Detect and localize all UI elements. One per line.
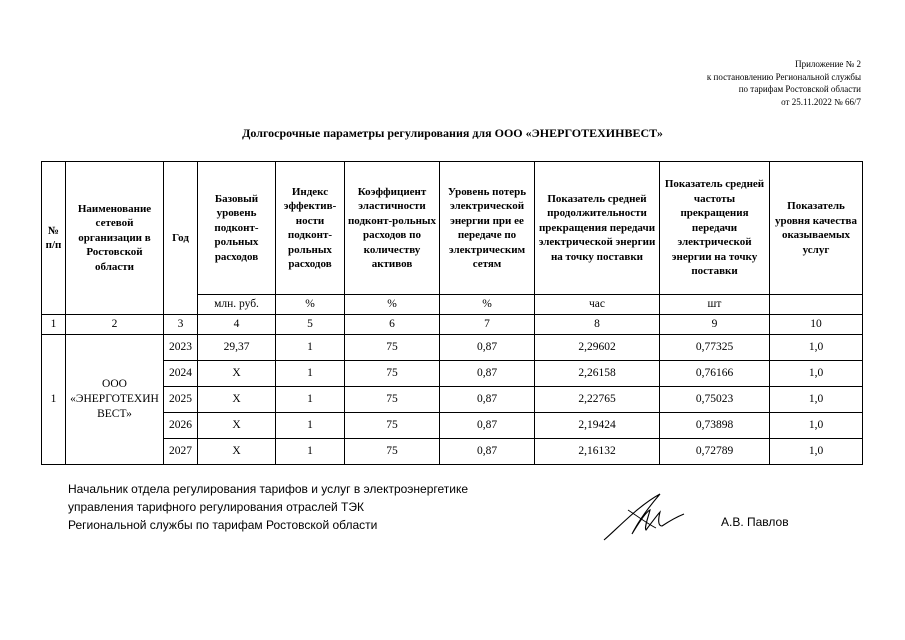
table-row	[42, 361, 863, 387]
unit-elasticity: %	[345, 295, 440, 315]
cell-losses: 0,87	[440, 439, 535, 465]
document-title: Долгосрочные параметры регулирования для ООО «ЭНЕРГОТЕХИНВЕСТ»	[242, 126, 663, 140]
cell-duration: 2,22765	[535, 387, 660, 413]
cell-year: 2023	[164, 335, 198, 361]
cell-frequency: 0,77325	[660, 335, 770, 361]
column-number: 9	[660, 315, 770, 335]
cell-duration: 2,26158	[535, 361, 660, 387]
cell-base-expenses: X	[198, 439, 276, 465]
cell-efficiency-index: 1	[276, 387, 345, 413]
header-row	[42, 162, 863, 295]
table-row	[42, 387, 863, 413]
cell-base-expenses: X	[198, 413, 276, 439]
cell-quality: 1,0	[770, 361, 863, 387]
cell-losses: 0,87	[440, 387, 535, 413]
appendix-line-2: к постановлению Региональной службы	[706, 71, 861, 82]
unit-losses: %	[440, 295, 535, 315]
cell-elasticity: 75	[345, 361, 440, 387]
cell-losses: 0,87	[440, 361, 535, 387]
header-duration: Показатель средней продолжительности прекращения передачи электрической энергии на точку поставки	[535, 162, 660, 295]
cell-year: 2027	[164, 439, 198, 465]
header-number: № п/п	[42, 162, 66, 315]
cell-losses: 0,87	[440, 413, 535, 439]
cell-base-expenses: X	[198, 361, 276, 387]
header-frequency: Показатель средней частоты прекращения передачи электрической энергии на точку поставки	[660, 162, 770, 295]
table-row	[42, 439, 863, 465]
signature-block	[68, 480, 468, 534]
cell-year: 2026	[164, 413, 198, 439]
signer-name: А.В. Павлов	[721, 515, 789, 529]
unit-duration: час	[535, 295, 660, 315]
appendix-line-4: от 25.11.2022 № 66/7	[781, 96, 861, 107]
unit-efficiency-index: %	[276, 295, 345, 315]
handwritten-signature	[598, 488, 688, 548]
unit-quality	[770, 295, 863, 315]
column-number: 5	[276, 315, 345, 335]
cell-frequency: 0,72789	[660, 439, 770, 465]
cell-duration: 2,16132	[535, 439, 660, 465]
signer-position-line-3: Региональной службы по тарифам Ростовской области	[68, 518, 378, 532]
column-number: 7	[440, 315, 535, 335]
cell-losses: 0,87	[440, 335, 535, 361]
cell-quality: 1,0	[770, 387, 863, 413]
organization-name: ООО «ЭНЕРГОТЕХИН ВЕСТ»	[66, 335, 164, 465]
header-base-expenses: Базовый уровень подконт-рольных расходов	[198, 162, 276, 295]
cell-elasticity: 75	[345, 439, 440, 465]
column-number: 10	[770, 315, 863, 335]
cell-efficiency-index: 1	[276, 335, 345, 361]
cell-frequency: 0,75023	[660, 387, 770, 413]
header-organization: Наименование сетевой организации в Ростовской области	[66, 162, 164, 315]
cell-year: 2024	[164, 361, 198, 387]
cell-elasticity: 75	[345, 413, 440, 439]
cell-frequency: 0,76166	[660, 361, 770, 387]
table-row	[42, 335, 863, 361]
appendix-line-1: Приложение № 2	[795, 59, 861, 69]
cell-efficiency-index: 1	[276, 361, 345, 387]
column-number: 8	[535, 315, 660, 335]
cell-base-expenses: X	[198, 387, 276, 413]
column-number: 2	[66, 315, 164, 335]
cell-quality: 1,0	[770, 335, 863, 361]
cell-duration: 2,19424	[535, 413, 660, 439]
cell-quality: 1,0	[770, 439, 863, 465]
cell-elasticity: 75	[345, 387, 440, 413]
cell-efficiency-index: 1	[276, 439, 345, 465]
unit-base-expenses: млн. руб.	[198, 295, 276, 315]
signer-position-line-1: Начальник отдела регулирования тарифов и услуг в электроэнергетике	[68, 482, 469, 496]
cell-base-expenses: 29,37	[198, 335, 276, 361]
cell-duration: 2,29602	[535, 335, 660, 361]
appendix-note	[707, 58, 861, 108]
cell-frequency: 0,73898	[660, 413, 770, 439]
cell-elasticity: 75	[345, 335, 440, 361]
header-quality: Показатель уровня качества оказываемых услуг	[770, 162, 863, 295]
column-number-row	[42, 315, 863, 335]
column-number: 6	[345, 315, 440, 335]
header-efficiency-index: Индекс эффектив-ности подконт-рольных расходов	[276, 162, 345, 295]
row-number: 1	[42, 335, 66, 465]
cell-year: 2025	[164, 387, 198, 413]
cell-quality: 1,0	[770, 413, 863, 439]
table-row	[42, 413, 863, 439]
header-elasticity: Коэффициент эластичности подконт-рольных расходов по количеству активов	[345, 162, 440, 295]
parameters-table	[41, 161, 863, 465]
column-number: 1	[42, 315, 66, 335]
header-year: Год	[164, 162, 198, 315]
cell-efficiency-index: 1	[276, 413, 345, 439]
column-number: 3	[164, 315, 198, 335]
unit-frequency: шт	[660, 295, 770, 315]
column-number: 4	[198, 315, 276, 335]
signer-position-line-2: управления тарифного регулирования отраслей ТЭК	[68, 500, 364, 514]
header-losses: Уровень потерь электрической энергии при ее передаче по электрическим сетям	[440, 162, 535, 295]
appendix-line-3: по тарифам Ростовской области	[738, 84, 861, 94]
